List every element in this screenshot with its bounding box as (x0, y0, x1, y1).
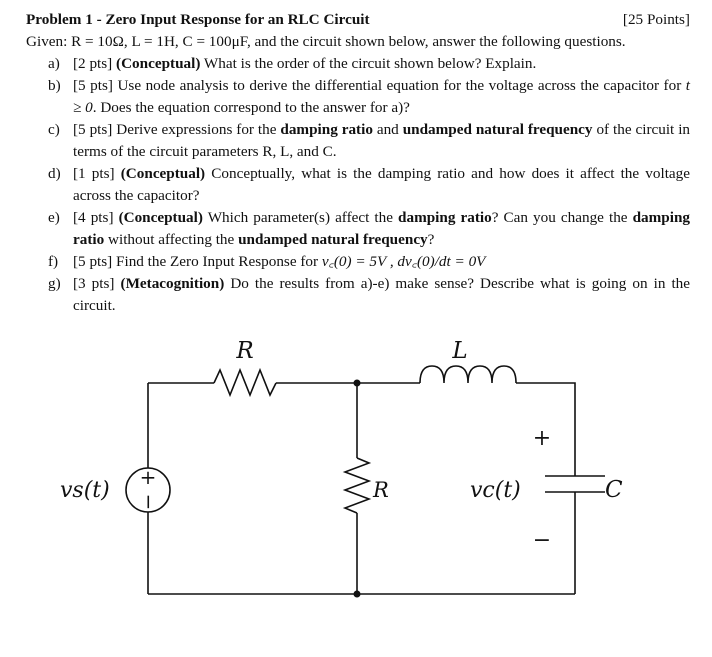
question-text-part: without affecting the (104, 231, 239, 248)
question-text-part: [2 pts] (73, 55, 117, 72)
capacitor-plus: + (532, 426, 552, 451)
junction-top (354, 380, 361, 387)
question-label: c) (48, 121, 60, 138)
question-text-part: undamped natural frequency (238, 231, 428, 248)
inductor-symbol (420, 366, 516, 383)
question-text-part: What is the order of the circuit shown below? Explain. (200, 55, 537, 72)
question-label: f) (48, 253, 59, 270)
problem-points: [25 Points] (622, 11, 690, 28)
question-label: e) (48, 209, 60, 226)
question-text-part: Conceptually, what is the damping ratio and how does it affect the voltage across the capacitor? (73, 165, 690, 204)
capacitor-minus: − (532, 528, 552, 553)
question-text-part: and (372, 121, 403, 138)
question-text-part: ? (427, 231, 435, 248)
shunt-resistor-symbol (345, 458, 369, 513)
capacitor-label: C (605, 477, 623, 503)
problem-title: Problem 1 - Zero Input Response for an RLC Circuit (26, 11, 370, 28)
question-text-part: damping ratio (280, 121, 373, 138)
question-text-part: [5 pts] Find the Zero Input Response for (73, 253, 322, 270)
series-resistor-label: R (236, 338, 254, 364)
question-text-part: (Conceptual) (120, 165, 206, 182)
source-minus: − (137, 493, 161, 511)
question-text-part: undamped natural frequency (402, 121, 593, 138)
question-text-part: of the circuit in terms of the circuit parameters R, L, and C. (73, 121, 691, 160)
inductor-label: L (452, 338, 468, 364)
question-text-part: [5 pts] Derive expressions for the (73, 121, 281, 138)
question-text-part: Do the results from a)-e) make sense? Describe what is going on in the circuit. (73, 275, 691, 314)
question-text-part: [5 pts] Use node analysis to derive the differential equation for the voltage across the capacitor for (73, 77, 686, 94)
question-text-part: . Does the equation correspond to the answer for a)? (92, 99, 410, 116)
source-plus: + (139, 465, 157, 489)
question-label: d) (48, 165, 61, 182)
junction-bottom (354, 591, 361, 598)
question-text-part: damping ratio (73, 209, 690, 248)
shunt-resistor-label: R (373, 478, 389, 502)
question-text-part: (Conceptual) (118, 209, 203, 226)
question-text-part: t ≥ 0 (73, 77, 690, 116)
given-statement: Given: R = 10Ω, L = 1H, C = 100μF, and the circuit shown below, answer the following questions. (26, 33, 626, 50)
question-text-part: (Conceptual) (116, 55, 201, 72)
question-text-part: [3 pts] (73, 275, 121, 292)
question-text-part: [4 pts] (73, 209, 119, 226)
question-text-part: [1 pts] (73, 165, 121, 182)
question-label: b) (48, 77, 61, 94)
question-label: g) (48, 275, 61, 292)
series-resistor-symbol (214, 370, 276, 395)
question-text-part: ? Can you change the (491, 209, 633, 226)
question-label: a) (48, 55, 60, 72)
question-text-part: damping ratio (398, 209, 492, 226)
question-text-part: Which parameter(s) affect the (202, 209, 399, 226)
question-text-part: (Metacognition) (120, 275, 225, 292)
question-text-part: v꜀(0) = 5V , dv꜀(0)/dt = 0V (321, 253, 486, 270)
source-label: vs(t) (60, 478, 110, 503)
capacitor-voltage-label: vc(t) (470, 478, 521, 503)
